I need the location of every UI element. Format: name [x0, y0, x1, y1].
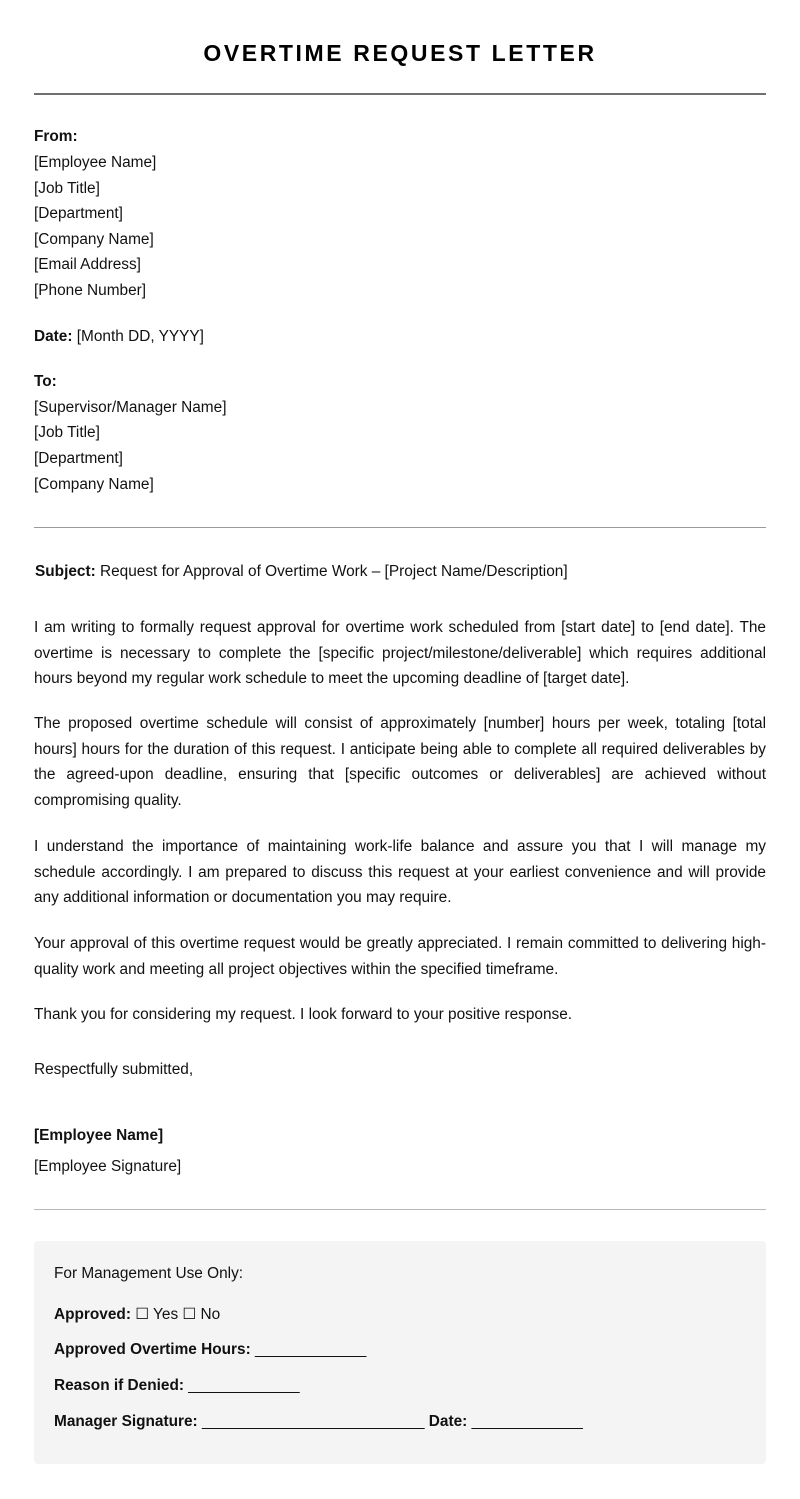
reason-label: Reason if Denied: — [54, 1377, 184, 1394]
from-job-title: [Job Title] — [34, 180, 100, 197]
body-paragraph-3: I understand the importance of maintaining work-life balance and assure you that I will manage my schedule accordingly. I am prepared to discuss this request at your earliest convenience and will provide any additional information or documentation you may require. — [34, 838, 766, 907]
approved-options[interactable]: ☐ Yes ☐ No — [135, 1306, 221, 1323]
body-paragraph-1: I am writing to formally request approval for overtime work scheduled from [start date] to [end date]. The overtime is necessary to complete the [specific project/milestone/deliverable] which requires additional hours beyond my regular work schedule to meet the upcoming deadline of [target date]. — [34, 619, 766, 688]
body-paragraph-5: Thank you for considering my request. I look forward to your positive response. — [34, 1006, 573, 1023]
divider-top — [34, 93, 766, 95]
to-manager-name: [Supervisor/Manager Name] — [34, 399, 227, 416]
date-value: [Month DD, YYYY] — [76, 328, 204, 345]
from-phone-number: [Phone Number] — [34, 282, 147, 299]
approved-hours-field[interactable]: _____________ — [254, 1341, 367, 1358]
manager-signature-label: Manager Signature: — [54, 1413, 198, 1430]
to-label: To: — [34, 373, 57, 390]
reason-row — [54, 1376, 300, 1396]
divider-middle — [34, 527, 766, 528]
reason-field[interactable]: _____________ — [188, 1377, 300, 1394]
from-department: [Department] — [34, 205, 123, 222]
signature-placeholder: [Employee Signature] — [34, 1158, 182, 1175]
to-department: [Department] — [34, 450, 123, 467]
manager-signature-row — [54, 1412, 583, 1432]
management-heading: For Management Use Only: — [54, 1265, 244, 1282]
approved-row — [54, 1305, 220, 1325]
page-title: OVERTIME REQUEST LETTER — [203, 40, 597, 66]
subject-label: Subject: — [35, 563, 96, 580]
approved-hours-row — [54, 1340, 366, 1360]
from-label: From: — [34, 128, 78, 145]
body-paragraph-4: Your approval of this overtime request would be greatly appreciated. I remain committed to delivering high-quality work and meeting all project objectives within the specified timeframe. — [34, 935, 766, 978]
manager-date-label: Date: — [428, 1413, 468, 1430]
management-section — [34, 1241, 766, 1464]
subject-value: Request for Approval of Overtime Work – [Project Name/Description] — [100, 563, 568, 580]
date-line — [34, 327, 204, 347]
from-email-address: [Email Address] — [34, 256, 141, 273]
manager-date-field[interactable]: _____________ — [471, 1413, 583, 1430]
from-employee-name: [Employee Name] — [34, 154, 157, 171]
closing-text: Respectfully submitted, — [34, 1061, 194, 1078]
divider-bottom — [34, 1209, 766, 1210]
approved-hours-label: Approved Overtime Hours: — [54, 1341, 251, 1358]
approved-label: Approved: — [54, 1306, 131, 1323]
manager-signature-field[interactable]: __________________________ — [201, 1413, 425, 1430]
to-job-title: [Job Title] — [34, 424, 100, 441]
from-company-name: [Company Name] — [34, 231, 154, 248]
to-company-name: [Company Name] — [34, 476, 154, 493]
body-paragraph-2: The proposed overtime schedule will consist of approximately [number] hours per week, totaling [total hours] hours for the duration of this request. I anticipate being able to complete all required deliverables by the agreed-upon deadline, ensuring that [specific outcomes or deliverables] are achieved without compromising quality. — [34, 715, 766, 810]
signature-name: [Employee Name] — [34, 1127, 164, 1144]
date-label: Date: — [34, 328, 73, 345]
subject-line — [35, 562, 568, 582]
